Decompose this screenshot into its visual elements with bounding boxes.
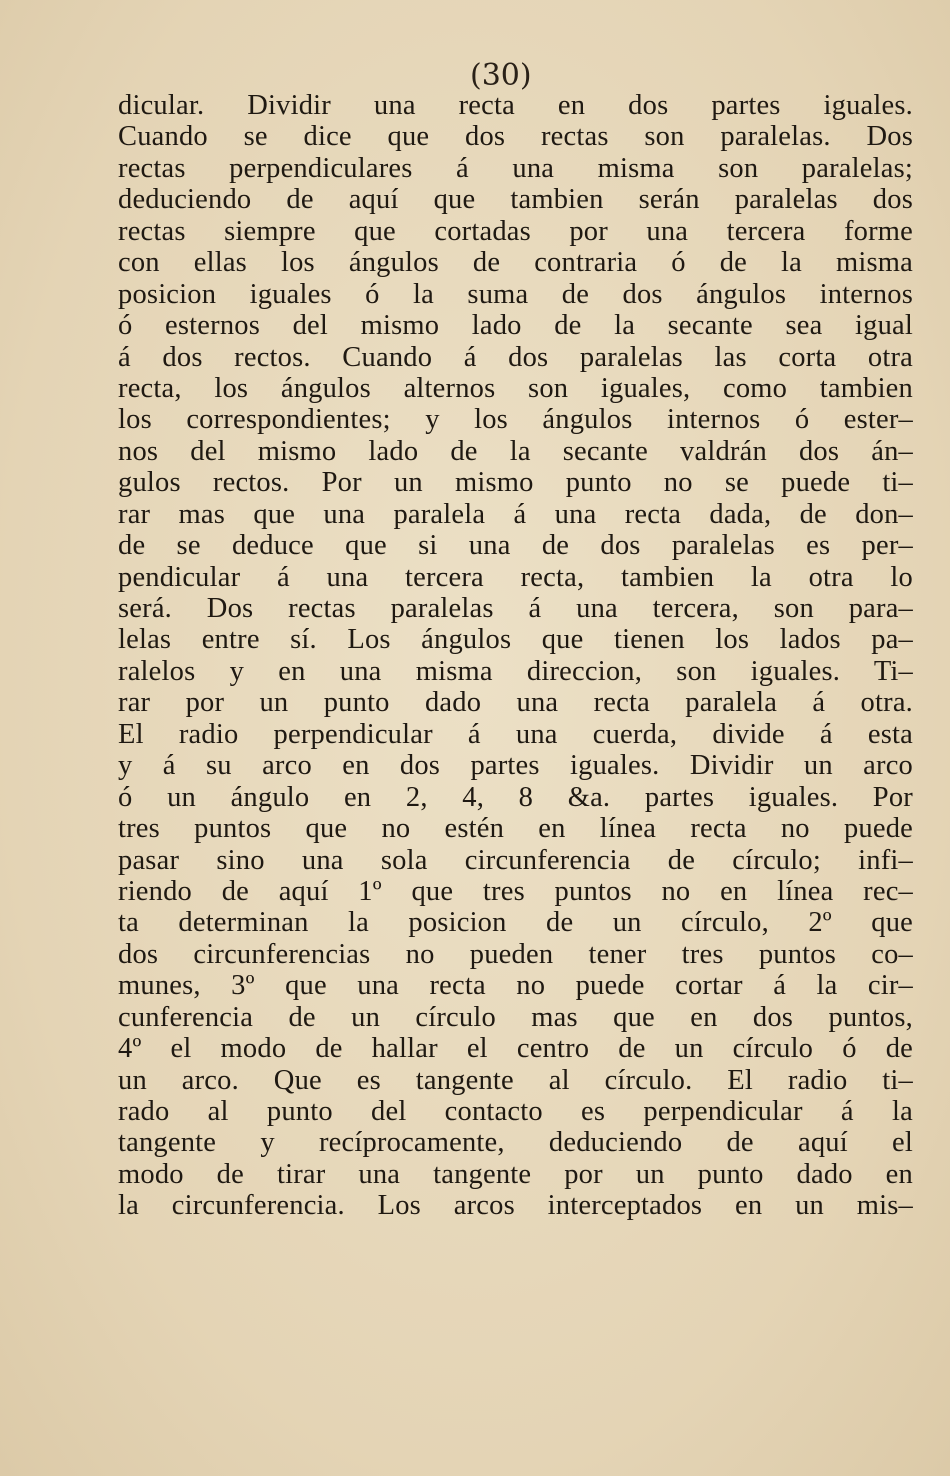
page-number: (30) [470, 58, 532, 93]
text-line: Cuando se dice que dos rectas son paralelas. Dos [118, 121, 913, 153]
text-line: ó un ángulo en 2, 4, 8 &a. partes iguales. Por [118, 781, 913, 813]
text-line: rar por un punto dado una recta paralela á otra. [118, 687, 913, 719]
text-line: ralelos y en una misma direccion, son iguales. Ti– [118, 655, 913, 687]
text-line: cunferencia de un círculo mas que en dos puntos, [118, 1001, 913, 1033]
text-line: rado al punto del contacto es perpendicular á la [118, 1096, 913, 1127]
text-line: tres puntos que no estén en línea recta no puede [118, 813, 913, 845]
text-line: recta, los ángulos alternos son iguales, como tambien [118, 372, 913, 404]
text-line: rar mas que una paralela á una recta dada, de don– [118, 498, 913, 530]
text-line: será. Dos rectas paralelas á una tercera, son para– [118, 593, 913, 624]
text-line: dicular. Dividir una recta en dos partes iguales. [118, 90, 913, 121]
text-line: deduciendo de aquí que tambien serán paralelas dos [118, 184, 913, 216]
text-line: gulos rectos. Por un mismo punto no se puede ti– [118, 467, 913, 499]
text-line: rectas perpendiculares á una misma son paralelas; [118, 152, 913, 184]
text-line: ta determinan la posicion de un círculo, 2º que [118, 907, 913, 939]
text-line: ó esternos del mismo lado de la secante sea igual [118, 310, 913, 342]
text-line: posicion iguales ó la suma de dos ángulos internos [118, 278, 913, 310]
text-line: El radio perpendicular á una cuerda, divide á esta [118, 718, 913, 750]
text-line: dos circunferencias no pueden tener tres puntos co– [118, 938, 913, 970]
text-line: modo de tirar una tangente por un punto dado en [118, 1158, 913, 1190]
text-line: y á su arco en dos partes iguales. Dividir un arco [118, 750, 913, 782]
text-line: la circunferencia. Los arcos interceptados en un mis– [118, 1190, 913, 1222]
text-line: tangente y recíprocamente, deduciendo de aquí el [118, 1127, 913, 1159]
text-line: 4º el modo de hallar el centro de un círculo ó de [118, 1033, 913, 1065]
body-text [118, 90, 913, 1222]
text-line: con ellas los ángulos de contraria ó de la misma [118, 247, 913, 279]
text-line: pendicular á una tercera recta, tambien la otra lo [118, 561, 913, 593]
text-line: á dos rectos. Cuando á dos paralelas las corta otra [118, 341, 913, 373]
text-line: nos del mismo lado de la secante valdrán dos án– [118, 435, 913, 467]
text-line: pasar sino una sola circunferencia de círculo; infi– [118, 844, 913, 876]
text-line: riendo de aquí 1º que tres puntos no en línea rec– [118, 875, 913, 907]
text-line: un arco. Que es tangente al círculo. El radio ti– [118, 1064, 913, 1096]
text-line: lelas entre sí. Los ángulos que tienen los lados pa– [118, 624, 913, 656]
text-line: de se deduce que si una de dos paralelas es per– [118, 530, 913, 562]
text-line: rectas siempre que cortadas por una tercera forme [118, 215, 913, 247]
text-line: los correspondientes; y los ángulos internos ó ester– [118, 404, 913, 436]
text-line: munes, 3º que una recta no puede cortar á la cir– [118, 970, 913, 1002]
